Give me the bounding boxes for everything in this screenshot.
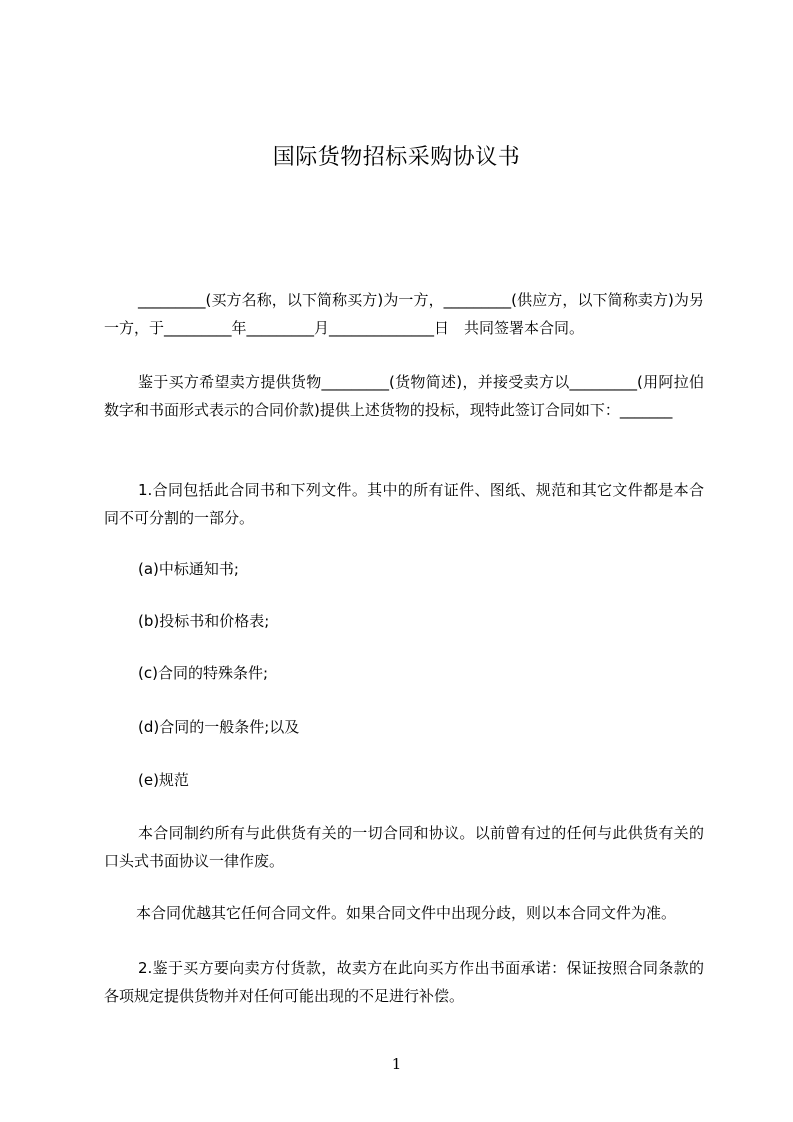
paragraph-parties: _________(买方名称，以下简称买方)为一方，_________(供应方，以下简称卖方)为另一方，于_________年_________月______________日 共同签署本合同。 <box>104 291 704 337</box>
document-title: 国际货物招标采购协议书 <box>272 145 521 170</box>
paragraph-recital: 鉴于买方希望卖方提供货物_________(货物简述)，并接受卖方以_________(用阿拉伯数字和书面形式表示的合同价款)提供上述货物的投标，现特此签订合同如下：_______ <box>104 373 704 419</box>
list-item-b: (b)投标书和价格表; <box>138 612 270 630</box>
paragraph-clause-2: 2.鉴于买方要向卖方付货款，故卖方在此向买方作出书面承诺：保证按照合同条款的各项规定提供货物并对任何可能出现的不足进行补偿。 <box>104 959 704 1005</box>
paragraph-clause-1: 1.合同包括此合同书和下列文件。其中的所有证件、图纸、规范和其它文件都是本合同不可分割的一部分。 <box>104 481 704 527</box>
list-item-d: (d)合同的一般条件;以及 <box>138 718 300 736</box>
page-number: 1 <box>391 1055 402 1073</box>
list-item-a: (a)中标通知书; <box>138 560 239 578</box>
paragraph-precedence: 本合同优越其它任何合同文件。如果合同文件中出现分歧，则以本合同文件为准。 <box>136 904 677 922</box>
list-item-c: (c)合同的特殊条件; <box>138 664 269 682</box>
list-item-e: (e)规范 <box>138 771 189 789</box>
paragraph-supersede: 本合同制约所有与此供货有关的一切合同和协议。以前曾有过的任何与此供货有关的口头式书面协议一律作废。 <box>104 824 704 870</box>
